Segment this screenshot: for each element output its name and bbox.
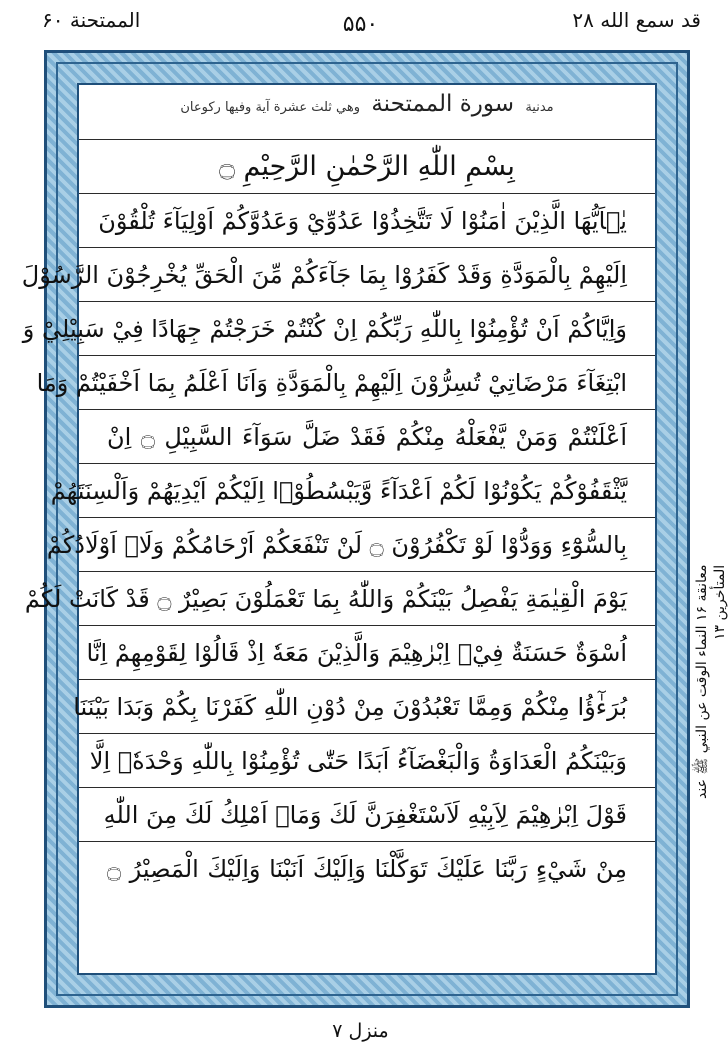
verse-line [79,733,655,787]
text-page [21,83,657,975]
margin-note: معانقة ۱۶ النماء الوقت عن النبي ﷺ عند المتأخرين ۱۳ [694,565,728,800]
line-text: يَوْمَ الْقِيٰمَةِ يَفْصِلُ بَيْنَكُمْ وَاللّٰهُ بِمَا تَعْمَلُوْنَ بَصِيْرٌ ۝ قَدْ كَانَتْ لَكُمْ [24,584,627,613]
verse-line [73,679,655,733]
verse-line [24,571,655,625]
line-text: وَبَيْنَكُمُ الْعَدَاوَةُ وَالْبَغْضَآءُ اَبَدًا حَتّٰى تُؤْمِنُوْا بِاللّٰهِ وَحْدَهٗۤ اِلَّا [89,746,627,775]
line-text: اِلَيْهِمْ بِالْمَوَدَّةِ وَقَدْ كَفَرُوْا بِمَا جَآءَكُمْ مِّنَ الْحَقِّ يُخْرِجُوْنَ الرَّسُوْلَ [21,260,627,289]
verse-line [50,463,655,517]
line-text: اُسْوَةٌ حَسَنَةٌ فِيْۤ اِبْرٰهِيْمَ وَالَّذِيْنَ مَعَهٗ اِذْ قَالُوْا لِقَوْمِهِمْ اِنَّا [86,638,627,667]
surah-title-details: وهي ثلث عشرة آية وفيها ركوعان [180,100,361,115]
manzil-footer: منزل ۷ [332,1020,389,1042]
line-text: يَّثْقَفُوْكُمْ يَكُوْنُوْا لَكُمْ اَعْدَآءً وَّيَبْسُطُوْۤا اِلَيْكُمْ اَيْدِيَهُمْ وَاَلْسِنَتَهُمْ [50,476,627,505]
line-text: يٰۤاَيُّهَا الَّذِيْنَ اٰمَنُوْا لَا تَتَّخِذُوْا عَدُوِّيْ وَعَدُوَّكُمْ اَوْلِيَآءَ تُلْقُوْنَ [98,206,627,235]
surah-title-banner [79,91,655,135]
verse-line [79,409,655,463]
verse-line [21,247,655,301]
verse-line [79,787,655,841]
verse-line-bismillah [79,139,655,193]
surah-name-header: الممتحنة ۶۰ [42,8,141,32]
line-text: اَعْلَنْتُمْ وَمَنْ يَّفْعَلْهُ مِنْكُمْ فَقَدْ ضَلَّ سَوَآءَ السَّبِيْلِ ۝ اِنْ [107,422,628,451]
verse-line [79,193,655,247]
line-text: بِالسُّوْٓءِ وَوَدُّوْا لَوْ تَكْفُرُوْنَ ۝ لَنْ تَنْفَعَكُمْ اَرْحَامُكُمْ وَلَاۤ اَوْلَادُكُمْ [46,530,627,559]
surah-revelation: مدنية [525,100,554,115]
verse-line [79,841,655,895]
line-text: بِسْمِ اللّٰهِ الرَّحْمٰنِ الرَّحِيْمِ ۝ [219,151,515,182]
line-text: ابْتِغَآءَ مَرْضَاتِيْ تُسِرُّوْنَ اِلَيْهِمْ بِالْمَوَدَّةِ وَاَنَا اَعْلَمُ بِمَا اَخْفَيْتُمْ وَمَا [36,368,627,397]
verse-line [22,301,655,355]
line-text: بُرَءٰٓؤُا مِنْكُمْ وَمِمَّا تَعْبُدُوْنَ مِنْ دُوْنِ اللّٰهِ كَفَرْنَا بِكُمْ وَبَدَا بَيْنَنَا [73,692,627,721]
juz-name: قد سمع الله ۲۸ [572,8,701,32]
surah-title-name: سورة الممتحنة [371,91,515,117]
page-number: ۵۵۰ [342,12,379,37]
verse-line [46,517,655,571]
decorative-border [21,50,690,1008]
verse-line [79,625,655,679]
line-text: مِنْ شَيْءٍ رَبَّنَا عَلَيْكَ تَوَكَّلْنَا وَاِلَيْكَ اَنَبْنَا وَاِلَيْكَ الْمَصِيْرُ ۝ [107,854,627,883]
line-text: وَاِيَّاكُمْ اَنْ تُؤْمِنُوْا بِاللّٰهِ رَبِّكُمْ اِنْ كُنْتُمْ خَرَجْتُمْ جِهَادًا فِيْ سَبِيْلِيْ وَ [22,314,627,343]
verse-line [36,355,655,409]
line-text: قَوْلَ اِبْرٰهِيْمَ لِاَبِيْهِ لَاَسْتَغْفِرَنَّ لَكَ وَمَاۤ اَمْلِكُ لَكَ مِنَ اللّٰهِ [103,800,627,829]
